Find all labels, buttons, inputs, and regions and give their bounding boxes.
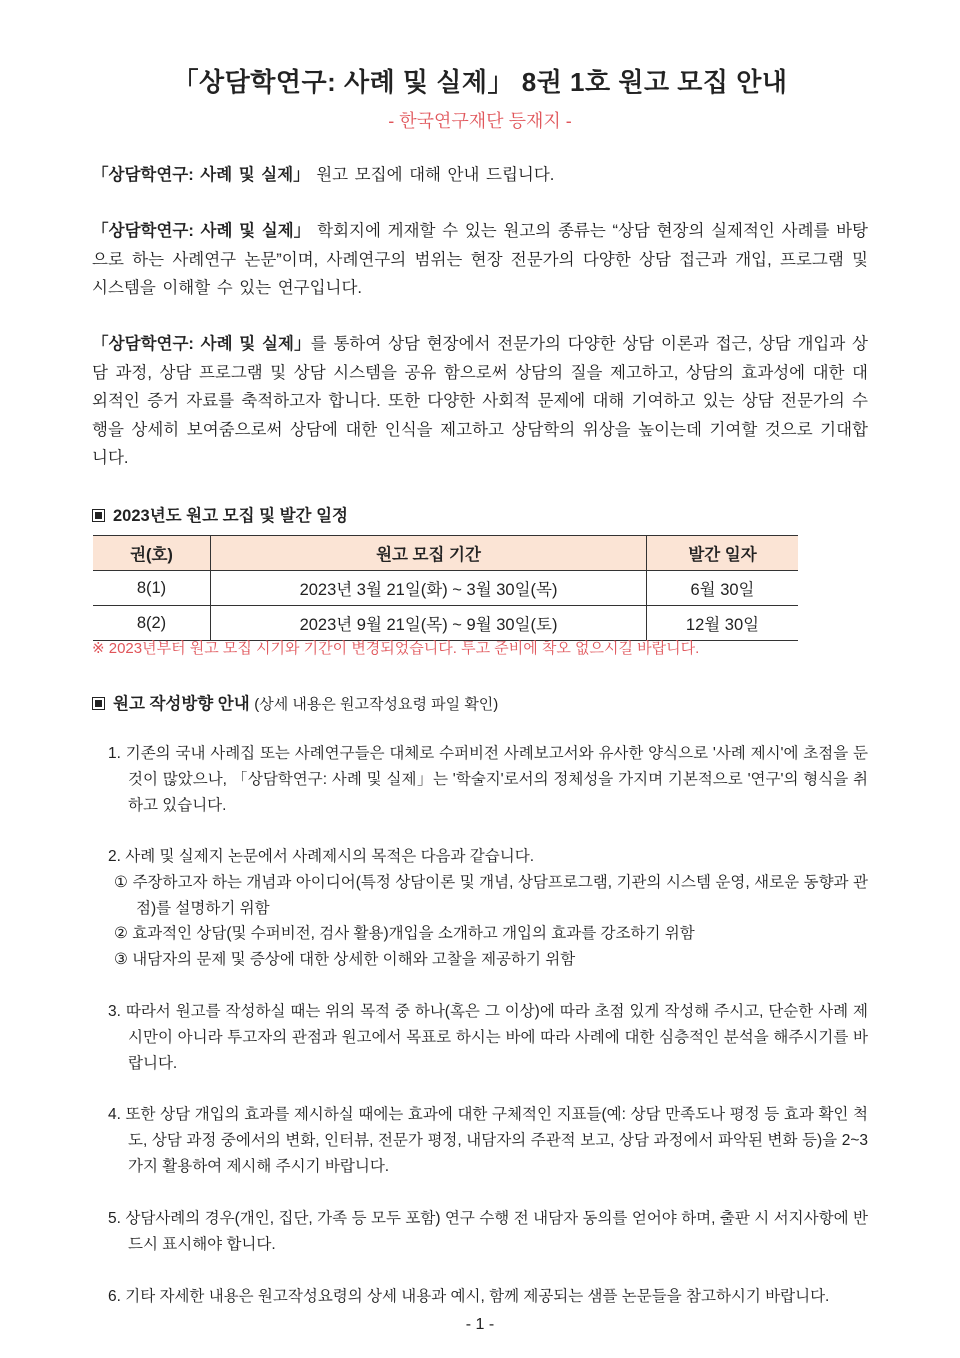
schedule-heading (92, 502, 348, 526)
document-title: 「상담학연구: 사례 및 실제」 8권 1호 원고 모집 안내 (172, 67, 788, 97)
journal-name: 「상담학연구: 사례 및 실제」 (92, 335, 311, 353)
page-number: - 1 - (465, 1316, 495, 1333)
table-header-row (93, 536, 798, 571)
square-bullet-icon (92, 697, 105, 710)
square-bullet-icon (92, 509, 105, 522)
cell-period: 2023년 3월 21일(화) ~ 3월 30일(목) (211, 571, 647, 606)
guide-list (108, 741, 868, 1321)
cell-publish-date: 12월 30일 (647, 606, 799, 641)
sub-list-item: ① 주장하고자 하는 개념과 아이디어(특정 상담이론 및 개념, 상담프로그램, 기관의 시스템 운영, 새로운 동향과 관점)를 설명하기 위함 (114, 874, 868, 917)
sub-list-item: ② 효과적인 상담(및 수퍼비전, 검사 활용)개입을 소개하고 개입의 효과를 강조하기 위함 (114, 925, 695, 942)
paragraph-text: 학회지에 게재할 수 있는 원고의 종류는 “상담 현장의 실제적인 사례를 바탕으로 하는 사례연구 논문”이며, 사례연구의 범위는 현장 전문가의 다양한 상담 접근과 개입, 프로그램 및 시스템을 이해할 수 있는 연구입니다. (92, 222, 868, 297)
sub-list-item: ③ 내담자의 문제 및 증상에 대한 상세한 이해와 고찰을 제공하기 위함 (114, 951, 576, 968)
paragraph-text: 원고 모집에 대해 안내 드립니다. (309, 166, 555, 184)
list-item: 3. 따라서 원고를 작성하실 때는 위의 목적 중 하나(혹은 그 이상)에 따라 초점 있게 작성해 주시고, 단순한 사례 제시만이 아니라 투고자의 관점과 원고에서 목표로 하시는 바에 따라 사례에 대한 심층적인 분석을 해주시기를 바랍니다. (108, 1003, 868, 1072)
header-period: 원고 모집 기간 (211, 536, 647, 571)
cell-volume: 8(2) (93, 606, 211, 641)
cell-period: 2023년 9월 21일(목) ~ 9월 30일(토) (211, 606, 647, 641)
list-item: 2. 사례 및 실제지 논문에서 사례제시의 목적은 다음과 같습니다. (108, 848, 535, 865)
heading-text: 원고 작성방향 안내 (113, 695, 250, 713)
cell-publish-date: 6월 30일 (647, 571, 799, 606)
document-subtitle: - 한국연구재단 등재지 - (388, 111, 572, 131)
header-publish-date: 발간 일자 (647, 536, 799, 571)
scope-paragraph (92, 217, 868, 303)
schedule-note: ※ 2023년부터 원고 모집 시기와 기간이 변경되었습니다. 투고 준비에 착오 없으시길 바랍니다. (92, 640, 700, 657)
intro-paragraph (92, 161, 868, 190)
journal-name: 「상담학연구: 사례 및 실제」 (92, 166, 310, 184)
guide-heading (92, 690, 498, 714)
schedule-table (93, 535, 798, 641)
list-item: 4. 또한 상담 개입의 효과를 제시하실 때에는 효과에 대한 구체적인 지표들(예: 상담 만족도나 평정 등 효과 확인 척도, 상담 과정 중에서의 변화, 인터뷰, 전문가 평정, 내담자의 주관적 보고, 상담 과정에서 파악된 변화 등)을 2~3가지 활용하여 제시해 주시기 바랍니다. (108, 1106, 868, 1175)
list-item: 5. 상담사례의 경우(개인, 집단, 가족 등 모두 포함) 연구 수행 전 내담자 동의를 얻어야 하며, 출판 시 서지사항에 반드시 표시해야 합니다. (108, 1210, 868, 1253)
header-volume: 권(호) (93, 536, 211, 571)
heading-text: 2023년도 원고 모집 및 발간 일정 (113, 507, 348, 525)
purpose-paragraph (92, 330, 868, 473)
list-item: 1. 기존의 국내 사례집 또는 사례연구들은 대체로 수퍼비전 사례보고서와 유사한 양식으로 '사례 제시'에 초점을 둔 것이 많았으나, 「상담학연구: 사례 및 실제」는 '학술지'로서의 정체성을 가지며 기본적으로 '연구'의 형식을 취하고 있습니다. (108, 745, 868, 814)
paragraph-text: 를 통하여 상담 현장에서 전문가의 다양한 상담 이론과 접근, 상담 개입과 상담 과정, 상담 프로그램 및 상담 시스템을 공유 함으로써 상담의 질을 제고하고, 상담의 효과성에 대한 대외적인 증거 자료를 축적하고자 합니다. 또한 다양한 사회적 문제에 대해 기여하고 있는 상담 전문가의 수행을 상세히 보여줌으로써 상담에 대한 인식을 제고하고 상담학의 위상을 높이는데 기여할 것으로 기대합니다. (92, 335, 868, 467)
list-item: 6. 기타 자세한 내용은 원고작성요령의 상세 내용과 예시, 함께 제공되는 샘플 논문들을 참고하시기 바랍니다. (108, 1288, 830, 1305)
table-row (93, 606, 798, 641)
table-row (93, 571, 798, 606)
heading-note: (상세 내용은 원고작성요령 파일 확인) (254, 696, 499, 713)
journal-name: 「상담학연구: 사례 및 실제」 (92, 222, 311, 240)
cell-volume: 8(1) (93, 571, 211, 606)
